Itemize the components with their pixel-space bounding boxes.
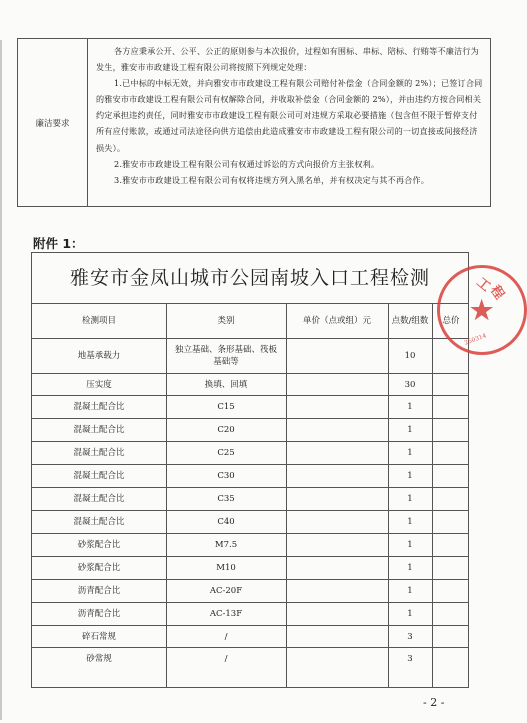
company-seal	[437, 265, 527, 355]
table-row	[32, 626, 468, 648]
integrity-label: 廉洁要求	[35, 119, 70, 129]
header-cell: 类别	[217, 316, 235, 326]
table-row	[32, 339, 468, 374]
table-cell	[286, 396, 388, 418]
table-cell: 压实度	[86, 379, 112, 390]
table-row	[32, 465, 468, 488]
clause-intro: 各方应秉承公开、公平、公正的原则参与本次报价，过程如有围标、串标、陪标、行贿等不廉洁行为发生，雅安市市政建设工程有限公司将按照下列规定处理：	[96, 46, 479, 73]
table-cell: AC-20F	[209, 586, 243, 596]
table-cell: 3	[407, 631, 413, 642]
table-row	[32, 557, 468, 580]
header-cell: 总价	[442, 316, 460, 326]
table-cell: AC-13F	[209, 609, 243, 619]
table-cell: 1	[407, 425, 413, 435]
table-cell: 砂浆配合比	[77, 540, 121, 550]
table-cell: 地基承载力	[77, 351, 121, 361]
table-cell	[286, 626, 388, 647]
table-cell: 混凝土配合比	[73, 402, 125, 412]
table-cell: M10	[216, 563, 236, 573]
table-cell: 3	[407, 654, 413, 664]
table-row	[32, 488, 468, 511]
table-row	[32, 442, 468, 465]
table-cell: /	[224, 654, 228, 664]
integrity-table	[17, 38, 491, 207]
integrity-label-cell	[18, 39, 88, 206]
seal-number: 250314	[463, 332, 488, 347]
table-cell	[286, 419, 388, 441]
table-row	[32, 603, 468, 626]
table-cell: C40	[217, 517, 235, 527]
table-cell: 砂常规	[86, 654, 112, 664]
table-cell: 1	[407, 609, 413, 619]
table-cell: 10	[404, 351, 416, 361]
table-cell: C25	[217, 448, 235, 458]
clause-item-1: 1.已中标的中标无效，并向雅安市市政建设工程有限公司赔付补偿金（合同金额的 2%）；已签订合同的雅安市市政建设工程有限公司有权解除合同，并收取补偿金（合同金额的 2%），并由违约方按合同相关约定承担违约责任，同时雅安市市政建设工程有限公司可对违规方采取必要措施（包含但不限于暂停支付所有应付账款，或通过司法途径向供方追偿由此造成雅安市市政建设工程有限公司的一切直接或间接经济损失）。	[96, 78, 483, 153]
table-cell	[286, 557, 388, 579]
table-cell	[432, 442, 470, 464]
clause-item-3: 3.雅安市市政建设工程有限公司有权将违规方列入黑名单，并有权决定与其不再合作。	[114, 174, 429, 185]
table-cell	[432, 374, 470, 395]
table-cell	[432, 603, 470, 625]
table-cell	[432, 534, 470, 556]
table-cell	[432, 488, 470, 510]
table-cell: 混凝土配合比	[73, 494, 125, 504]
table-cell: 换填、回填	[204, 379, 248, 390]
page-number: - 2 -	[423, 696, 445, 709]
table-cell: 砂浆配合比	[77, 563, 121, 573]
star-icon: ★	[470, 296, 494, 326]
seal-text: 工	[473, 275, 494, 295]
table-cell: 碎石常规	[81, 631, 116, 642]
table-cell: 沥青配合比	[77, 586, 121, 596]
table-cell: /	[224, 631, 228, 642]
table-header-row	[32, 304, 468, 339]
header-cell: 点数/组数	[391, 316, 429, 326]
clause-item-2: 2.雅安市市政建设工程有限公司有权通过诉讼的方式向报价方主张权利。	[114, 158, 380, 169]
test-items-table	[31, 252, 469, 688]
header-cell: 单价（点或组）元	[302, 316, 371, 326]
table-cell	[432, 557, 470, 579]
table-cell	[286, 534, 388, 556]
table-cell: C30	[217, 471, 235, 481]
table-cell: 1	[407, 586, 413, 596]
table-cell	[432, 465, 470, 487]
table-cell: 1	[407, 540, 413, 550]
table-row	[32, 648, 468, 670]
table-cell	[432, 648, 470, 670]
table-cell	[432, 626, 470, 647]
table-cell: 沥青配合比	[77, 609, 121, 619]
table-title: 雅安市金凤山城市公园南坡入口工程检测	[32, 253, 468, 304]
table-cell	[286, 603, 388, 625]
table-cell	[286, 374, 388, 395]
table-cell: C15	[217, 402, 235, 412]
integrity-clause	[96, 43, 484, 188]
table-cell	[432, 396, 470, 418]
table-cell: 1	[407, 517, 413, 527]
seal-text: 程	[486, 283, 507, 303]
annex-heading: 附件 1：	[33, 236, 84, 251]
table-cell	[432, 419, 470, 441]
table-cell	[286, 465, 388, 487]
table-cell: 混凝土配合比	[73, 425, 125, 435]
table-cell: M7.5	[214, 540, 238, 550]
table-cell: 1	[407, 563, 413, 573]
table-cell	[286, 648, 388, 670]
table-cell	[286, 580, 388, 602]
table-cell: 混凝土配合比	[73, 471, 125, 481]
table-row	[32, 419, 468, 442]
table-cell	[286, 339, 388, 373]
table-row	[32, 374, 468, 396]
table-cell	[432, 511, 470, 533]
table-cell: 1	[407, 494, 413, 504]
page-left-shadow	[0, 40, 2, 720]
table-cell: 1	[407, 402, 413, 412]
table-cell	[432, 580, 470, 602]
table-cell: 独立基础、条形基础、筏板基础等	[174, 345, 277, 367]
header-cell: 检测项目	[81, 316, 116, 326]
table-cell: C35	[217, 494, 235, 504]
table-cell	[286, 442, 388, 464]
table-cell: 1	[407, 448, 413, 458]
table-cell	[286, 488, 388, 510]
table-row	[32, 534, 468, 557]
table-cell: 30	[404, 379, 416, 390]
table-cell	[286, 511, 388, 533]
table-row	[32, 396, 468, 419]
table-row	[32, 580, 468, 603]
table-cell: 混凝土配合比	[73, 517, 125, 527]
table-cell: C20	[217, 425, 235, 435]
table-row	[32, 511, 468, 534]
table-cell: 混凝土配合比	[73, 448, 125, 458]
table-cell: 1	[407, 471, 413, 481]
